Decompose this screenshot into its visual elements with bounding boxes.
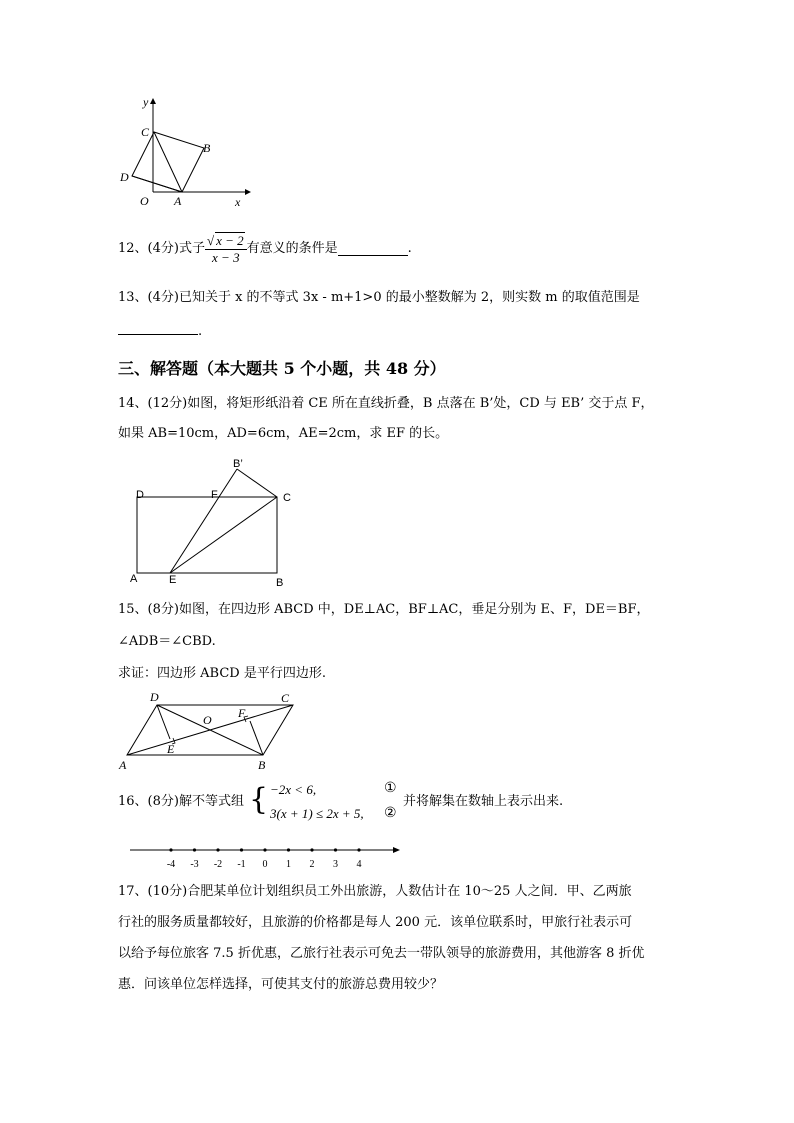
number-line-tick-label: 1 [286,859,291,870]
number-line-point [287,848,290,851]
label-b-prime: B’ [233,458,243,470]
label-b: B [276,577,284,589]
label-a: A [174,194,182,208]
label-o: O [140,194,149,208]
figure-15 [115,687,305,772]
number-line-point [334,848,337,851]
number-line-point [357,848,360,851]
label-f: F [211,489,218,501]
number-line-tick-label: -4 [166,859,176,870]
number-line-tick-label: 2 [309,859,315,870]
figure-15-svg [115,687,305,772]
question-15-line-1: 15、(8分)如图，在四边形 ABCD 中，DE⊥AC，BF⊥AC，垂足分别为 E、F，DE＝BF， [118,602,650,617]
number-line-tick-label: 3 [333,859,338,870]
diagonal-ca [154,132,182,192]
section-3-title: 三、解答题（本大题共 5 个小题，共 48 分） [118,359,446,378]
label-c: C [281,691,290,705]
figure-11 [110,92,260,212]
rectangle-abcd [137,497,277,573]
question-16 [118,778,638,824]
question-17-line-1: 17、(10分)合肥某单位计划组织员工外出旅游，人数估计在 10～25 人之间．甲、乙两旅 [118,884,632,899]
number-line-tick-label: 0 [262,859,268,870]
q12-denominator: x − 3 [212,250,240,265]
question-14-line-2: 如果 AB=10cm，AD=6cm，AE=2cm，求 EF 的长。 [118,426,449,441]
label-d: D [120,170,129,184]
figure-11-svg [110,92,260,212]
label-c: C [283,492,291,504]
question-15-line-3: 求证：四边形 ABCD 是平行四边形. [118,666,326,681]
number-line-tick-label: 4 [356,859,362,870]
label-a: A [130,573,138,585]
number-line-point [263,848,266,851]
q12-numerator: x − 2 [216,233,244,248]
question-17-line-4: 惠．问该单位怎样选择，可使其支付的旅游总费用较少？ [118,977,444,992]
question-17-line-3: 以给予每位旅客 7.5 折优惠，乙旅行社表示可免去一带队领导的旅游费用，其他游客 8 折优 [118,946,645,961]
q16-inequality-2: 3(x + 1) ≤ 2x + 5, [270,806,364,821]
q16-brace: { [249,782,269,817]
number-line-point [193,848,196,851]
label-d: D [136,489,144,501]
number-line-tick-label: -3 [190,859,199,870]
segment-da [132,176,182,192]
label-y: y [143,95,149,109]
figure-14 [125,455,300,590]
number-line-point [240,848,243,851]
segment-eb-prime [170,469,237,573]
q12-answer-blank [338,243,408,256]
question-15-line-2: ∠ADB＝∠CBD. [118,634,216,649]
number-line-arrow [393,847,400,853]
q12-end: . [407,241,412,256]
number-line-svg [125,840,405,870]
label-x: x [235,195,241,209]
q12-prefix: 12、(4分)式子 [118,241,205,256]
question-13-line-1: 13、(4分)已知关于 x 的不等式 3x - m+1>0 的最小整数解为 2，则实数 m 的取值范围是 [118,290,640,305]
label-f: F [238,706,246,720]
q13-end: . [198,324,203,339]
label-b: B [203,141,211,155]
y-axis-arrow [150,98,156,104]
question-13-line-2 [118,322,202,340]
number-line [125,840,405,870]
q16-suffix: 并将解集在数轴上表示出来. [403,794,564,809]
q16-inequality-1: −2x < 6, [270,782,317,797]
label-e: E [169,574,177,586]
question-14-line-1: 14、(12分)如图，将矩形纸沿着 CE 所在直线折叠，B 点落在 B’处，CD 与 EB’ 交于点 F， [118,396,654,411]
q12-fraction: $\frac{√ x - 2}{x - 3}$ [205,232,247,266]
q12-suffix: 有意义的条件是 [246,241,338,256]
number-line-tick-label: -1 [237,859,246,870]
question-17-line-2: 行社的服务质量都较好，且旅游的价格都是每人 200 元．该单位联系时，甲旅行社表示可 [118,915,633,930]
number-line-point [216,848,219,851]
q16-mark-1: ① [384,780,397,796]
label-o: O [203,713,212,727]
q16-mark-2: ② [384,805,397,821]
number-line-point [169,848,172,851]
question-12 [118,232,412,266]
segment-b-prime-c [237,469,277,497]
label-a: A [119,758,127,772]
q13-answer-blank [118,322,198,335]
label-c: C [141,125,150,139]
q16-prefix: 16、(8分)解不等式组 [118,794,244,809]
fold-line-ce [170,497,277,573]
figure-14-svg [125,455,300,590]
number-line-tick-label: -2 [213,859,223,870]
label-e: E [167,742,175,756]
label-d: D [150,690,159,704]
number-line-point [310,848,313,851]
label-b: B [258,758,266,772]
x-axis-arrow [245,189,251,195]
